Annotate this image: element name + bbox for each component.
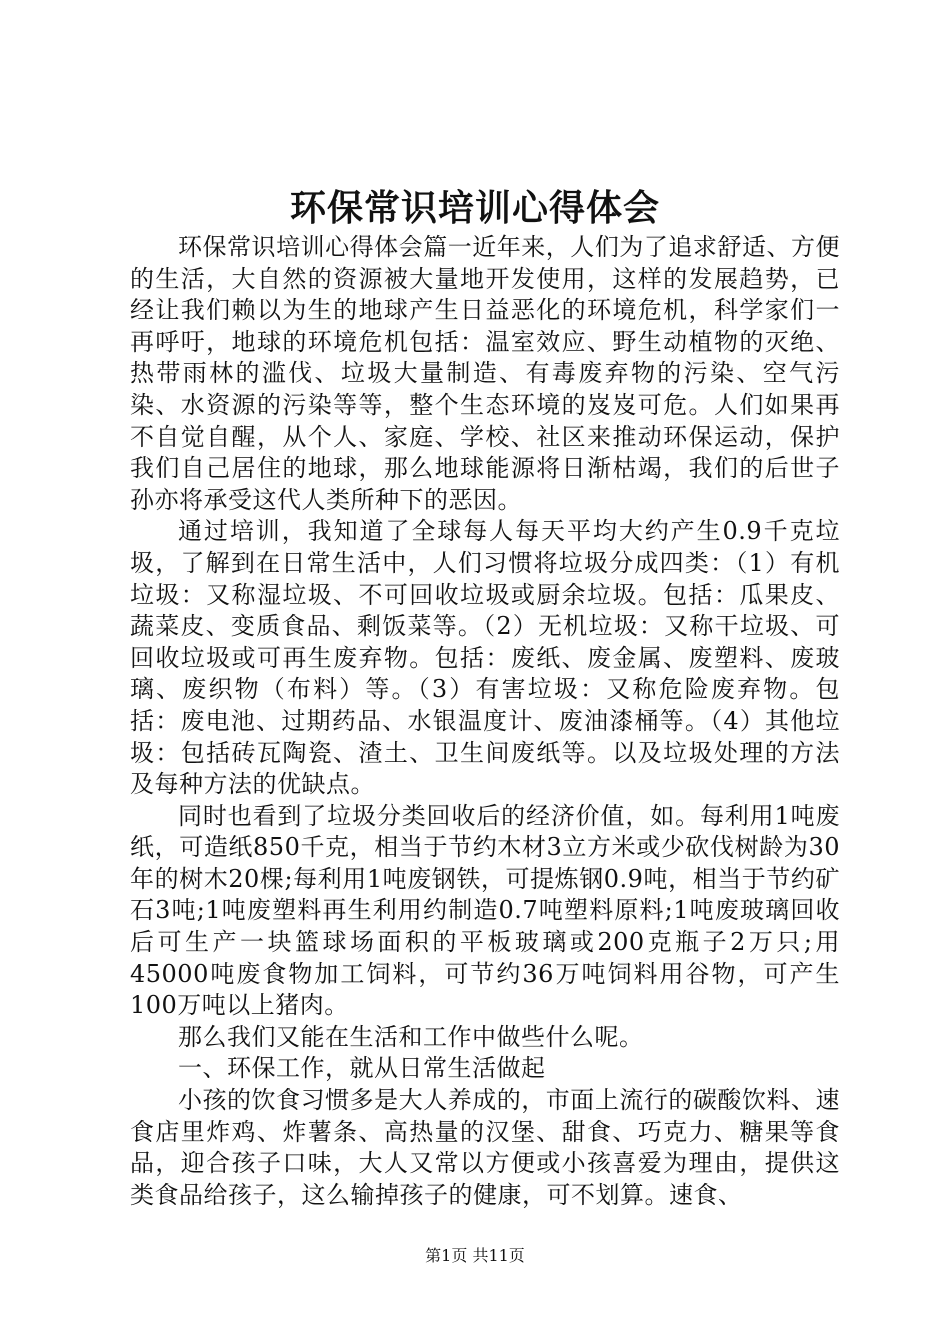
paragraph-question: 那么我们又能在生活和工作中做些什么呢。 [178, 1022, 644, 1051]
section-heading-daily-life: 一、环保工作，就从日常生活做起 [178, 1054, 546, 1083]
paragraph-economic-value: 同时也看到了垃圾分类回收后的经济价值，如。每利用1吨废纸，可造纸850千克，相当于节约木材3立方米或少砍伐树龄为30年的树木20棵;每利用1吨废钢铁，可提炼钢0.9吨，相当于节约矿石3吨;1吨废塑料再生利用约制造0.7吨塑料原料;1吨废玻璃回收后可生产一块篮球场面积的平板玻璃或200克瓶子2万只;用45000吨废食物加工饲料，可节约36万吨饲料用谷物，可产生100万吨以上猪肉。 [130, 801, 840, 1020]
document-body [130, 232, 840, 1211]
paragraph-intro: 环保常识培训心得体会篇一近年来，人们为了追求舒适、方便的生活，大自然的资源被大量地开发使用，这样的发展趋势，已经让我们赖以为生的地球产生日益恶化的环境危机，科学家们一再呼吁，地球的环境危机包括：温室效应、野生动植物的灭绝、热带雨林的滥伐、垃圾大量制造、有毒废弃物的污染、空气污染、水资源的污染等等，整个生态环境的岌岌可危。人们如果再不自觉自醒，从个人、家庭、学校、社区来推动环保运动，保护我们自己居住的地球，那么地球能源将日渐枯竭，我们的后世子孙亦将承受这代人类所种下的恶因。 [130, 233, 840, 514]
paragraph-waste-categories: 通过培训，我知道了全球每人每天平均大约产生0.9千克垃圾，了解到在日常生活中，人们习惯将垃圾分成四类：（1）有机垃圾：又称湿垃圾、不可回收垃圾或厨余垃圾。包括：瓜果皮、蔬菜皮、变质食品、剩饭菜等。（2）无机垃圾：又称干垃圾、可回收垃圾或可再生废弃物。包括：废纸、废金属、废塑料、废玻璃、废织物（布料）等。（3）有害垃圾：又称危险废弃物。包括：废电池、过期药品、水银温度计、废油漆桶等。（4）其他垃圾：包括砖瓦陶瓷、渣土、卫生间废纸等。以及垃圾处理的方法及每种方法的优缺点。 [130, 517, 840, 799]
document-title: 环保常识培训心得体会 [289, 187, 660, 229]
paragraph-children-diet: 小孩的饮食习惯多是大人养成的，市面上流行的碳酸饮料、速食店里炸鸡、炸薯条、高热量的汉堡、甜食、巧克力、糖果等食品，迎合孩子口味，大人又常以方便或小孩喜爱为理由，提供这类食品给孩子，这么输掉孩子的健康，可不划算。速食、 [130, 1086, 840, 1209]
page-number-footer: 第1页 共11页 [425, 1246, 525, 1265]
